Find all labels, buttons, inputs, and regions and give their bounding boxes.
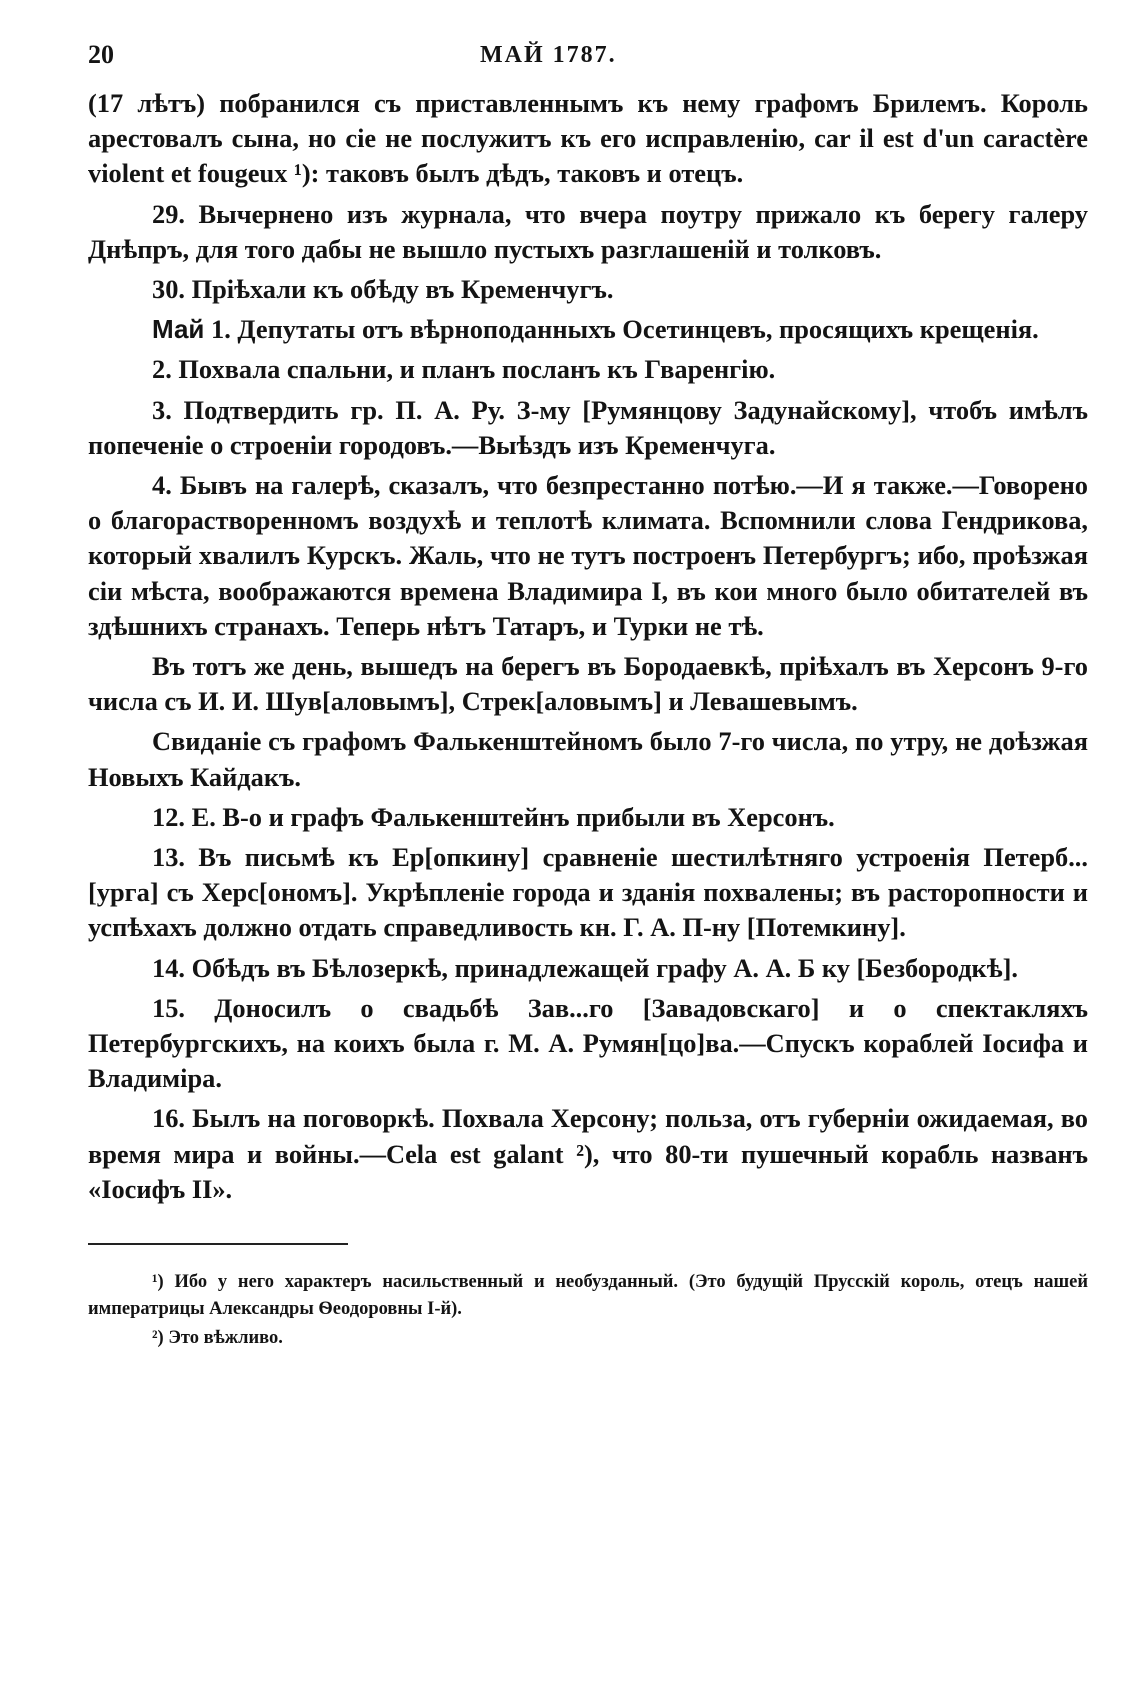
paragraph	[88, 86, 1088, 192]
paragraph-text: Свиданіе съ графомъ Фалькенштейномъ было 7-го числа, по утру, не доѣзжая Новыхъ Кайдакъ.	[88, 726, 1088, 792]
page-number: 20	[88, 40, 114, 69]
paragraph	[88, 272, 1088, 307]
paragraph	[88, 468, 1088, 644]
footnote-mark: ¹)	[152, 1272, 164, 1293]
footnote-mark: ²)	[152, 1328, 164, 1349]
paragraph	[88, 393, 1088, 463]
paragraph-text: 4. Бывъ на галерѣ, сказалъ, что безпрестанно потѣю.—И я также.—Говорено о благорастворенномъ воздухѣ и теплотѣ климата. Вспомнили слова Гендрикова, который хвалилъ Курскъ. Жаль, что не тутъ построенъ Петербургъ; ибо, проѣзжая сіи мѣста, воображаются времена Владимира I, въ кои много было обитателей въ здѣшнихъ странахъ. Теперь нѣтъ Татаръ, и Турки не тѣ.	[88, 470, 1088, 641]
document-page	[88, 30, 1088, 1354]
paragraph-text: 14. Обѣдъ въ Бѣлозеркѣ, принадлежащей графу А. А. Б ку [Безбородкѣ].	[152, 952, 1018, 983]
paragraph	[88, 800, 1088, 835]
paragraph	[88, 840, 1088, 946]
footnotes	[88, 1269, 1088, 1352]
footnote-text: Ибо у него характеръ насильственный и необузданный. (Это будущій Прусскій король, отецъ нашей императрицы Александры Ѳеодоровны I-й).	[88, 1272, 1088, 1320]
paragraph-text: 29. Вычернено изъ журнала, что вчера поутру прижало къ берегу галеру Днѣпръ, для того дабы не вышло пустыхъ разглашеній и толковъ.	[88, 198, 1088, 264]
paragraph	[88, 352, 1088, 387]
paragraph	[88, 991, 1088, 1097]
footnote-text: Это вѣжливо.	[163, 1328, 283, 1349]
footnote	[88, 1269, 1088, 1323]
paragraph	[88, 1101, 1088, 1207]
paragraph-text: 12. Е. В-о и графъ Фалькенштейнъ прибыли въ Херсонъ.	[152, 801, 835, 832]
month-heading: Май	[152, 314, 205, 345]
footnote	[88, 1325, 1088, 1352]
paragraph	[88, 312, 1088, 347]
paragraph-text: 3. Подтвердить гр. П. А. Ру. З-му [Румянцову Задунайскому], чтобъ имѣлъ попеченіе о строеніи городовъ.—Выѣздъ изъ Кременчуга.	[88, 394, 1088, 460]
paragraph	[88, 951, 1088, 986]
paragraph-text: 30. Пріѣхали къ обѣду въ Кременчугъ.	[152, 274, 614, 305]
footnote-divider	[88, 1243, 348, 1245]
paragraph	[88, 724, 1088, 794]
paragraph	[88, 197, 1088, 267]
running-head: МАЙ 1787.	[480, 42, 617, 68]
page-header	[88, 30, 1088, 86]
paragraph-text: 16. Былъ на поговоркѣ. Похвала Херсону; польза, отъ губерніи ожидаемая, во время мира и войны.—Cela est galant ²), что 80-ти пушечный корабль названъ «Іосифъ II».	[88, 1103, 1088, 1204]
paragraph-text: 13. Въ письмѣ къ Ер[опкину] сравненіе шестилѣтняго устроенія Петерб...[урга] съ Херс[ономъ]. Укрѣпленіе города и зданія похвалены; въ расторопности и успѣхахъ должно отдать справедливость кн. Г. А. П-ну [Потемкину].	[88, 842, 1088, 943]
paragraph-text: Въ тотъ же день, вышедъ на берегъ въ Бородаевкѣ, пріѣхалъ въ Херсонъ 9-го числа съ И. И. Шув[аловымъ], Стрек[аловымъ] и Левашевымъ.	[88, 651, 1088, 717]
paragraph-text: 2. Похвала спальни, и планъ посланъ къ Гваренгію.	[152, 354, 776, 385]
main-text	[88, 86, 1088, 1207]
paragraph-text: 15. Доносилъ о свадьбѣ Зав...го [Завадовскаго] и о спектакляхъ Петербургскихъ, на коихъ была г. М. А. Румян[цо]ва.—Спускъ кораблей Іосифа и Владиміра.	[88, 992, 1088, 1094]
paragraph-text: 1. Депутаты отъ вѣрноподанныхъ Осетинцевъ, просящихъ крещенія.	[204, 314, 1039, 345]
paragraph-text: (17 лѣтъ) побранился съ приставленнымъ къ нему графомъ Брилемъ. Король арестовалъ сына, но сіе не послужитъ къ его исправленію, car il est d'un caractère violent et fougeux ¹): таковъ былъ дѣдъ, таковъ и отецъ.	[88, 88, 1088, 189]
paragraph	[88, 649, 1088, 719]
